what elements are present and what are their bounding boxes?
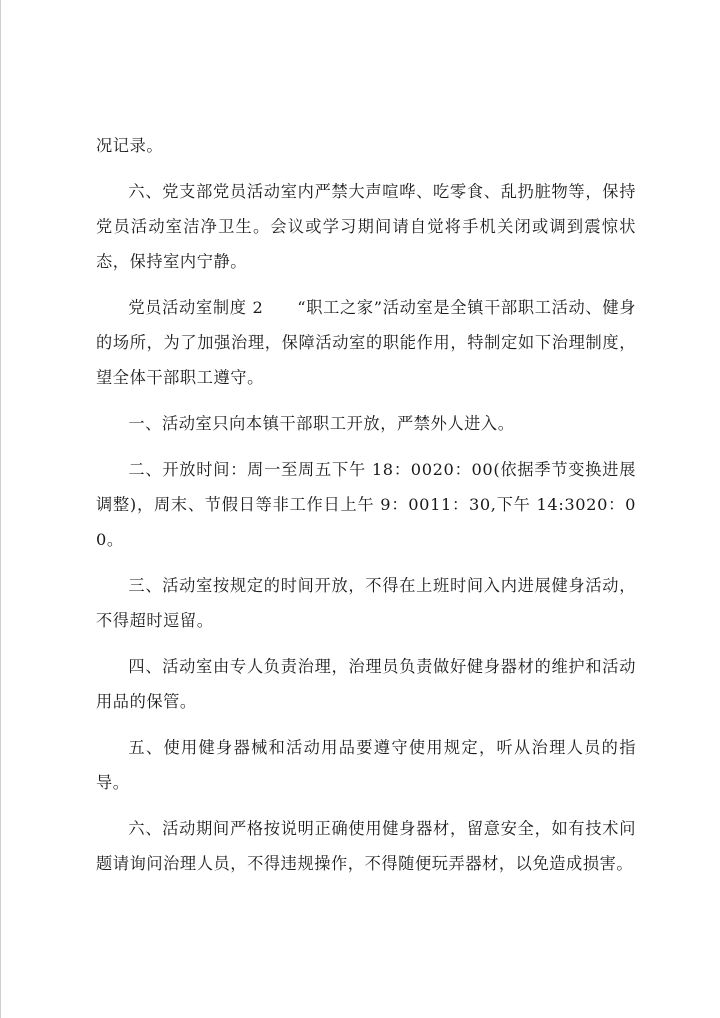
document-body: [96, 128, 636, 892]
paragraph-rule-four-management: 四、活动室由专人负责治理，治理员负责做好健身器材的维护和活动用品的保管。: [96, 657, 636, 711]
paragraph-rule-one-access: 一、活动室只向本镇干部职工开放，严禁外人进入。: [128, 414, 515, 433]
paragraph-rule-three-schedule: 三、活动室按规定的时间开放，不得在上班时间入内进展健身活动，不得超时逗留。: [96, 576, 636, 630]
page-edge-line: [0, 0, 1, 1018]
paragraph-record-continuation: 况记录。: [96, 136, 164, 155]
paragraph-rule-five-equipment: 五、使用健身器械和活动用品要遵守使用规定，听从治理人员的指导。: [96, 738, 636, 792]
paragraph-activity-room-intro: 党员活动室制度 2 “职工之家”活动室是全镇干部职工活动、健身的场所，为了加强治理，保障活动室的职能作用，特制定如下治理制度，望全体干部职工遵守。: [96, 298, 636, 387]
paragraph-rule-six-safety: 六、活动期间严格按说明正确使用健身器材，留意安全，如有技术问题请询问治理人员，不得违规操作，不得随便玩弄器材，以免造成损害。: [96, 819, 636, 873]
paragraph-rule-two-hours: 二、开放时间：周一至周五下午 18：0020：00(依据季节变换进展调整)，周末、节假日等非工作日上午 9：0011：30,下午 14:3020：00。: [96, 460, 636, 549]
paragraph-rule-six-quiet: 六、党支部党员活动室内严禁大声喧哗、吃零食、乱扔脏物等，保持党员活动室洁净卫生。会议或学习期间请自觉将手机关闭或调到震惊状态，保持室内宁静。: [96, 182, 636, 271]
